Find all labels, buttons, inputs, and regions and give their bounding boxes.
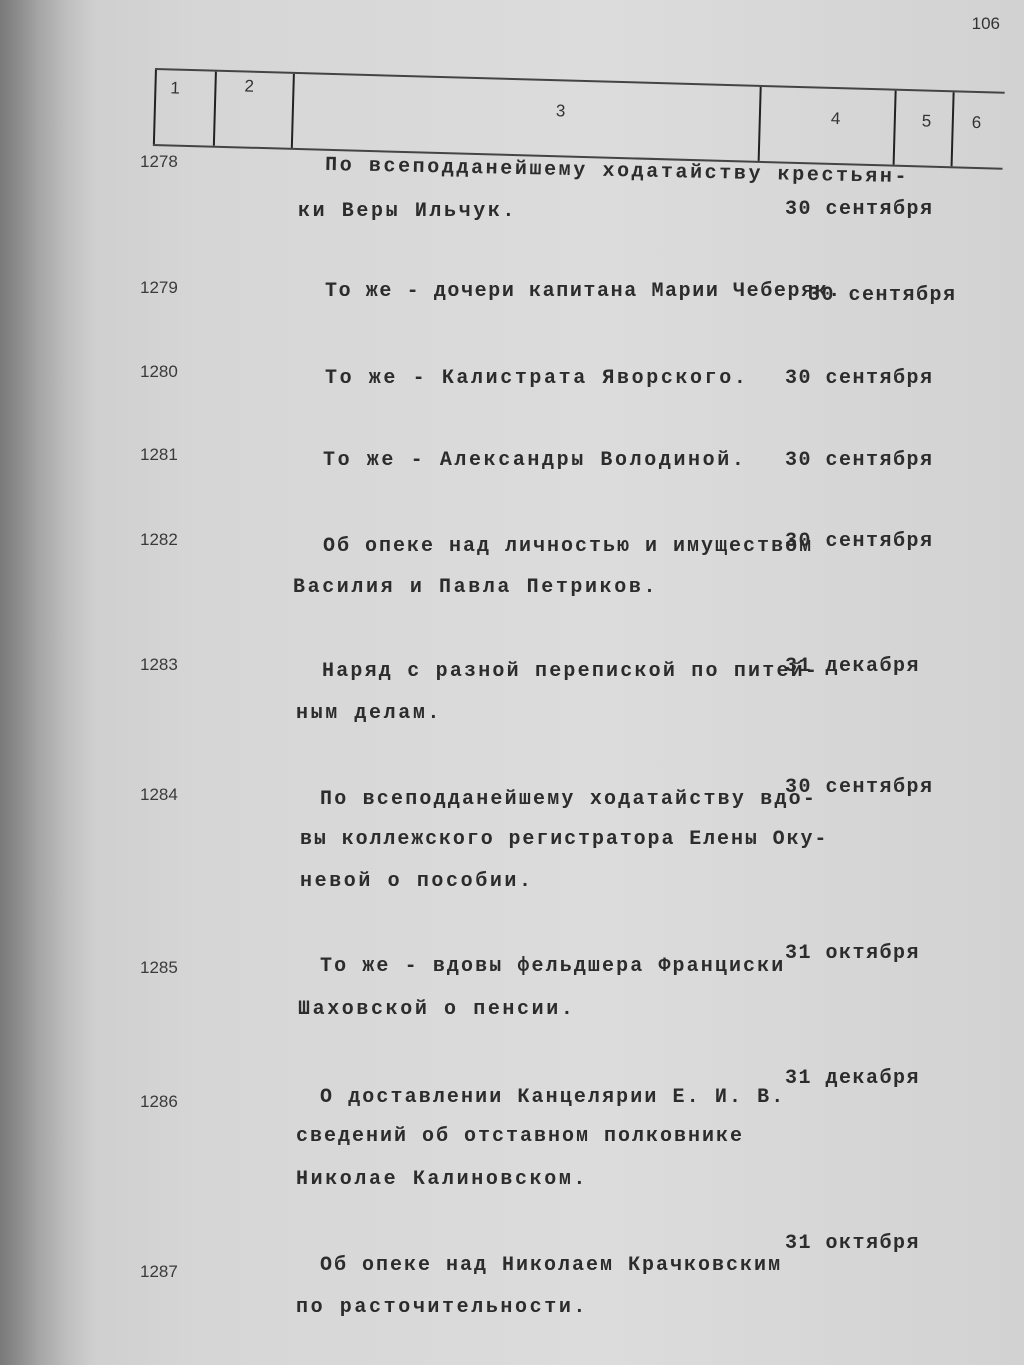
entry-date: 30 сентября xyxy=(785,530,934,553)
entry-text: Николае Калиновском. xyxy=(296,1168,589,1191)
entry-text: Об опеке над личностью и имуществом xyxy=(323,535,814,558)
entry-text: По всеподданейшему ходатайству крестьян- xyxy=(324,153,910,190)
entry-number: 1281 xyxy=(140,445,178,464)
entry-text: Наряд с разной перепиской по питей- xyxy=(322,660,820,683)
entry-text: по расточительности. xyxy=(296,1296,589,1319)
entry-number: 1282 xyxy=(140,530,178,549)
entry-text: По всеподданейшему ходатайству вдо- xyxy=(320,788,818,811)
column-number-6: 6 xyxy=(971,112,982,133)
entry-number: 1285 xyxy=(140,958,178,977)
column-number-5: 5 xyxy=(921,111,932,131)
entry-date: 31 октября xyxy=(785,942,921,965)
entry-number: 1278 xyxy=(140,152,178,171)
entry-number: 1283 xyxy=(140,655,178,674)
entry-date: 30 сентября xyxy=(808,284,957,307)
entry-text: сведений об отставном полковнике xyxy=(296,1125,745,1148)
entry-date: 31 декабря xyxy=(785,655,921,678)
entry-text: Василия и Павла Петриков. xyxy=(293,576,659,599)
entry-date: 30 сентября xyxy=(785,367,934,390)
entry-number: 1279 xyxy=(140,278,178,297)
entry-text: ки Веры Ильчук. xyxy=(298,200,518,223)
entry-text: Шаховской о пенсии. xyxy=(298,998,576,1021)
entry-date: 31 декабря xyxy=(785,1067,921,1090)
entry-text: невой о пособии. xyxy=(300,870,534,893)
column-header-strip xyxy=(153,68,1005,170)
entry-text: О доставлении Канцелярии Е. И. В. xyxy=(320,1086,786,1109)
entry-text: То же - дочери капитана Марии Чеберяк. xyxy=(325,280,842,303)
column-number-3: 3 xyxy=(555,101,566,121)
entry-text: То же - Александры Володиной. xyxy=(323,449,747,472)
entry-text: То же - вдовы фельдшера Франциски xyxy=(320,955,786,978)
entry-text: вы коллежского регистратора Елены Оку- xyxy=(300,828,829,851)
entry-date: 30 сентября xyxy=(785,776,934,799)
entry-number: 1284 xyxy=(140,785,178,804)
entry-date: 30 сентября xyxy=(785,449,934,472)
entry-date: 30 сентября xyxy=(785,198,934,221)
entry-number: 1286 xyxy=(140,1092,178,1111)
column-number-2: 2 xyxy=(244,76,255,96)
page-binding-shadow xyxy=(0,0,96,1365)
entry-text: Об опеке над Николаем Крачковским xyxy=(320,1254,783,1277)
page-number: 106 xyxy=(971,14,1000,33)
entry-text: То же - Калистрата Яворского. xyxy=(325,367,749,390)
column-number-4: 4 xyxy=(830,108,841,129)
entry-text: ным делам. xyxy=(296,702,443,725)
entry-number: 1280 xyxy=(140,362,178,381)
entry-number: 1287 xyxy=(140,1262,178,1281)
entry-date: 31 октября xyxy=(785,1232,921,1255)
column-number-1: 1 xyxy=(170,78,181,98)
